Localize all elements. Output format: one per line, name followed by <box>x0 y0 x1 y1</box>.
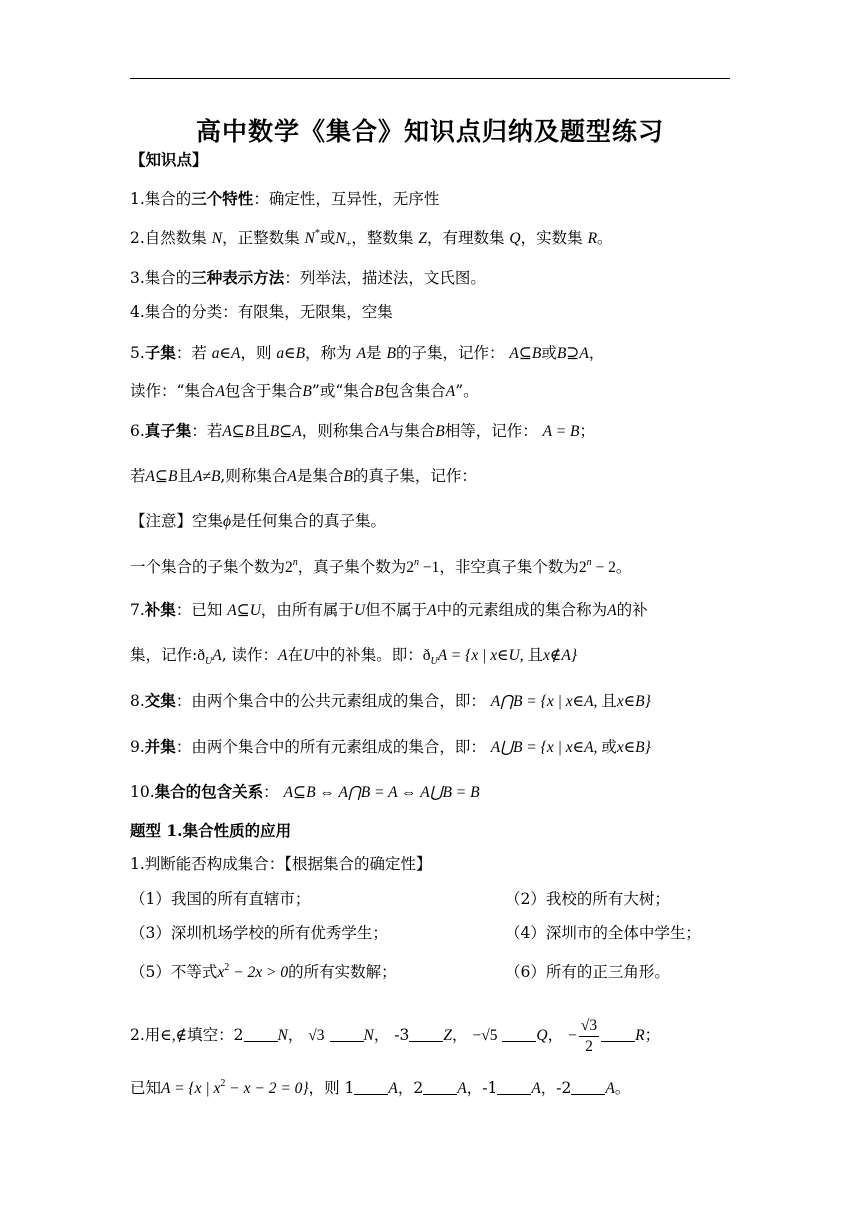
k7b-m2: A <box>278 647 288 664</box>
k6b-m2: A≠B <box>192 468 221 485</box>
k7a-t1: ：已知 <box>175 601 223 619</box>
knowledge-item-1 <box>130 189 439 209</box>
k10-t1: ： <box>263 783 279 801</box>
k8-m2: x∈B} <box>616 693 651 710</box>
fraction <box>579 1016 599 1057</box>
q1-item-1: （1）我国的所有直辖市； <box>130 890 311 908</box>
k7a-t5: 的补 <box>616 601 648 619</box>
count-e3: 2 <box>578 559 587 576</box>
k7b-m3: U <box>303 647 315 664</box>
q1-item-4: （4）深圳市的全体中学生； <box>505 924 701 942</box>
document-title: 高中数学《集合》知识点归纳及题型练习 <box>195 117 664 146</box>
knowledge-header: 【知识点】 <box>130 150 208 169</box>
q2-t1: 填空：2 <box>187 1026 244 1044</box>
k5a-t5: 的子集，记作： <box>395 344 505 362</box>
k6a-bold: 真子集 <box>144 421 192 440</box>
count-r2: −1 <box>419 559 440 576</box>
q2-t3: -3 <box>394 1026 410 1044</box>
i5-pre: （5）不等式 <box>130 963 218 981</box>
note-line <box>130 511 386 532</box>
q2-sym: ∈,∉ <box>160 1027 188 1044</box>
k7b-t4: 中的补集。即： <box>314 646 423 664</box>
k5a-m1: a∈A <box>211 345 241 362</box>
k7b-t1: 集，记作: <box>130 646 198 664</box>
note-pre: 【注意】空集 <box>130 512 224 530</box>
k6b-m1: A⊆B <box>145 468 178 485</box>
k2-star: * <box>314 228 320 239</box>
knowledge-item-3 <box>130 268 486 288</box>
k6a-t3: ，则称集合 <box>301 422 380 440</box>
answer-blank[interactable] <box>497 1080 531 1095</box>
k6a-t5: 相等，记作： <box>444 422 538 440</box>
k5a-t3: ，称为 <box>305 344 352 362</box>
k5a-m6: B⊇A <box>556 345 589 362</box>
k7a-m1: A⊆U <box>227 602 261 619</box>
k5b-end: ”。 <box>455 382 479 400</box>
subset-count-line <box>130 557 631 578</box>
k5a-t2: ，则 <box>240 344 272 362</box>
count-s2: n <box>414 557 420 568</box>
count-s3: n <box>586 557 592 568</box>
k8-t2: 且 <box>601 692 617 710</box>
k6a-pre: 6. <box>130 422 145 440</box>
complement-symbol-2: ð <box>422 647 431 664</box>
knowledge-item-7b <box>130 645 577 666</box>
complement-symbol: ð <box>197 647 205 664</box>
k5b-t1: 读作：“集合 <box>130 382 216 400</box>
question-2 <box>130 1013 660 1058</box>
k7b-t2: , 读作： <box>221 646 279 664</box>
k7b-m1: A <box>212 647 222 664</box>
k10-pre: 10. <box>130 783 155 801</box>
k5a-t1: ：若 <box>175 344 207 362</box>
k9-bold: 并集 <box>144 737 176 756</box>
q3-t5: ，-2 <box>540 1079 572 1097</box>
q2-m5: R <box>635 1027 645 1044</box>
q2-m4: Q <box>536 1027 548 1044</box>
q2-c1: ， <box>287 1026 304 1044</box>
knowledge-item-5b <box>130 381 479 402</box>
knowledge-item-4: 4.集合的分类：有限集，无限集，空集 <box>130 303 393 321</box>
k2-r: R <box>587 230 598 247</box>
knowledge-item-6a <box>130 421 595 442</box>
q3-a1: A <box>388 1080 398 1097</box>
k7a-m2: U <box>353 602 366 619</box>
k2-n: N <box>211 230 223 247</box>
i5-m: x <box>217 964 225 981</box>
count-e2: 2 <box>406 559 415 576</box>
k7b-t5: 且 <box>527 646 544 664</box>
k1-bold: 三个特性 <box>191 189 254 208</box>
count-e1: 2 <box>285 559 293 576</box>
k6b-t2: 且 <box>177 467 193 485</box>
q3-t1: 已知 <box>130 1079 162 1097</box>
k2-end: 。 <box>597 229 613 247</box>
k9-t2: 或 <box>601 738 617 756</box>
q3-t4: ，-1 <box>466 1079 498 1097</box>
q2-r4: −√5 <box>472 1027 498 1044</box>
answer-blank[interactable] <box>330 1027 364 1042</box>
k5a-m2: a∈B <box>276 345 306 362</box>
q3-m1: A = {x | x <box>161 1080 221 1097</box>
k8-m1: A⋂B = {x | x∈A, <box>490 693 602 710</box>
k3-bold: 三种表示方法 <box>191 268 285 287</box>
answer-blank[interactable] <box>354 1080 388 1095</box>
knowledge-item-6b <box>130 466 477 487</box>
k7a-t3: 但不属于 <box>365 601 428 619</box>
q3-t3: ，2 <box>397 1079 424 1097</box>
q2-neg: − <box>568 1027 577 1044</box>
k5a-bold: 子集 <box>144 343 176 362</box>
answer-blank[interactable] <box>601 1027 635 1042</box>
k2-t4: ，实数集 <box>520 229 583 247</box>
fraction-numerator: √3 <box>579 1016 599 1037</box>
fraction-denominator: 2 <box>585 1037 593 1055</box>
header-rule <box>130 78 730 79</box>
k5b-t3: ”或“集合 <box>311 382 375 400</box>
q2-pre: 2.用 <box>130 1026 161 1044</box>
k2-or: 或 <box>319 229 336 247</box>
count-end: 。 <box>615 558 632 576</box>
answer-blank[interactable] <box>409 1027 443 1042</box>
k9-t1: ：由两个集合中的所有元素组成的集合，即： <box>175 738 486 756</box>
k5a-m4: B <box>386 345 396 362</box>
k5a-t6: 或 <box>541 344 557 362</box>
k5b-m4: A <box>445 383 456 400</box>
k1-post: ：确定性，互异性，无序性 <box>253 190 440 208</box>
k9-pre: 9. <box>130 738 145 756</box>
q1-item-2: （2）我校的所有大树； <box>505 890 670 908</box>
knowledge-item-9 <box>130 737 651 758</box>
k5b-t4: 包含集合 <box>383 382 446 400</box>
k6b-t1: 若 <box>130 467 146 485</box>
k6b-t4: 是集合 <box>296 467 344 485</box>
k6b-t3: ,则称集合 <box>220 467 288 485</box>
q3-sup: 2 <box>220 1078 226 1089</box>
k6a-m1: A⊆B <box>222 423 255 440</box>
k6a-end: ； <box>579 422 596 440</box>
k5a-t4: 是 <box>366 344 382 362</box>
k7b-cs1: U <box>204 656 213 667</box>
k7a-bold: 补集 <box>144 600 176 619</box>
i5-m2: − 2x > 0 <box>229 964 289 981</box>
k6a-m2: B⊆A <box>269 423 302 440</box>
count-t3: ，非空真子集个数为 <box>439 558 579 576</box>
k7b-t3: 在 <box>287 646 304 664</box>
k5a-m5: A⊆B <box>509 345 542 362</box>
empty-set-symbol: ϕ <box>223 513 232 530</box>
count-r3: − 2 <box>591 559 616 576</box>
k7a-pre: 7. <box>130 601 145 619</box>
count-t1: 一个集合的子集个数为 <box>130 558 286 576</box>
q1-item-3: （3）深圳机场学校的所有优秀学生； <box>130 924 388 942</box>
k5b-m3: B <box>374 383 384 400</box>
k5b-t2: 包含于集合 <box>224 382 303 400</box>
answer-blank[interactable] <box>571 1080 605 1095</box>
k6a-t4: 与集合 <box>388 422 436 440</box>
k7b-cs2: U <box>430 656 438 667</box>
knowledge-item-7a <box>130 600 648 621</box>
type1-header: 题型 1.集合性质的应用 <box>130 821 292 840</box>
k7b-m5: x∉A} <box>543 647 578 664</box>
q1-item-6: （6）所有的正三角形。 <box>505 963 670 981</box>
k5a-m3: A <box>356 345 367 362</box>
q3-a4: A <box>605 1080 615 1097</box>
k2-t1: ，正整数集 <box>222 229 300 247</box>
count-s1: n <box>292 557 298 568</box>
answer-blank[interactable] <box>502 1027 536 1042</box>
k6b-m4: B <box>343 468 353 485</box>
k9-m2: x∈B} <box>616 739 651 756</box>
k5b-m2: B <box>302 383 312 400</box>
q2-c4: ， <box>547 1026 564 1044</box>
question-1: 1.判断能否构成集合：【根据集合的确定性】 <box>130 855 432 873</box>
k6b-t5: 的真子集，记作： <box>352 467 477 485</box>
k2-t3: ，有理数集 <box>426 229 505 247</box>
k6a-t2: 且 <box>254 422 270 440</box>
q1-item-5 <box>130 962 397 983</box>
k2-t2: ，整数集 <box>351 229 414 247</box>
k6b-m3: A <box>287 468 297 485</box>
q2-m3: Z <box>443 1027 453 1044</box>
k8-pre: 8. <box>130 692 145 710</box>
k5a-pre: 5. <box>130 344 145 362</box>
k3-post: ：列举法，描述法，文氏图。 <box>284 269 486 287</box>
k2-nstar: N <box>304 230 315 247</box>
knowledge-item-10 <box>130 782 480 803</box>
knowledge-item-8 <box>130 691 651 712</box>
k2-nplus: N <box>335 230 346 247</box>
k2-q: Q <box>509 230 521 247</box>
i5-post: 的所有实数解； <box>288 963 397 981</box>
q3-m1b: − x − 2 = 0} <box>225 1080 309 1097</box>
answer-blank[interactable] <box>423 1080 457 1095</box>
k7a-t4: 中的元素组成的集合称为 <box>436 601 608 619</box>
knowledge-item-5a <box>130 343 604 364</box>
k9-m1: A⋃B = {x | x∈A, <box>490 739 602 756</box>
k6a-m3: A <box>379 423 389 440</box>
q2-end: ； <box>644 1026 661 1044</box>
k7a-m4: A <box>607 602 617 619</box>
k7a-t2: ，由所有属于 <box>260 601 354 619</box>
k10-m1: A⊆B ⇔ A⋂B = A ⇔ A⋃B = B <box>283 784 480 801</box>
q2-m1: N <box>277 1027 288 1044</box>
k3-pre: 3.集合的 <box>130 269 192 287</box>
q2-m2: N <box>363 1027 374 1044</box>
k6a-t1: ：若 <box>191 422 223 440</box>
note-post: 是任何集合的真子集。 <box>231 512 387 530</box>
question-3 <box>130 1078 630 1099</box>
k2-pre: 2.自然数集 <box>130 229 207 247</box>
k8-t1: ：由两个集合中的公共元素组成的集合，即： <box>175 692 486 710</box>
k1-pre: 1.集合的 <box>130 190 192 208</box>
q2-c3: ， <box>452 1026 468 1044</box>
q2-r2: √3 <box>308 1027 325 1044</box>
q2-c2: ， <box>373 1026 390 1044</box>
k2-plus: + <box>345 239 352 250</box>
k2-z: Z <box>418 230 427 247</box>
k7b-m4: A = {x | x∈U, <box>437 647 528 664</box>
count-t2: ，真子集个数为 <box>297 558 407 576</box>
k6a-m5: A = B <box>542 423 580 440</box>
k5b-m1: A <box>215 383 225 400</box>
k5a-end: ， <box>588 344 605 362</box>
k6a-m4: B <box>435 423 445 440</box>
q3-end: 。 <box>614 1079 631 1097</box>
knowledge-item-2 <box>130 228 613 249</box>
q3-a3: A <box>531 1080 541 1097</box>
k10-bold: 集合的包含关系 <box>154 782 264 801</box>
answer-blank[interactable] <box>244 1027 278 1042</box>
k7a-m3: A <box>427 602 437 619</box>
k8-bold: 交集 <box>144 691 176 710</box>
q3-t2: ，则 1 <box>308 1079 355 1097</box>
i5-sup: 2 <box>224 962 230 973</box>
q3-a2: A <box>457 1080 467 1097</box>
